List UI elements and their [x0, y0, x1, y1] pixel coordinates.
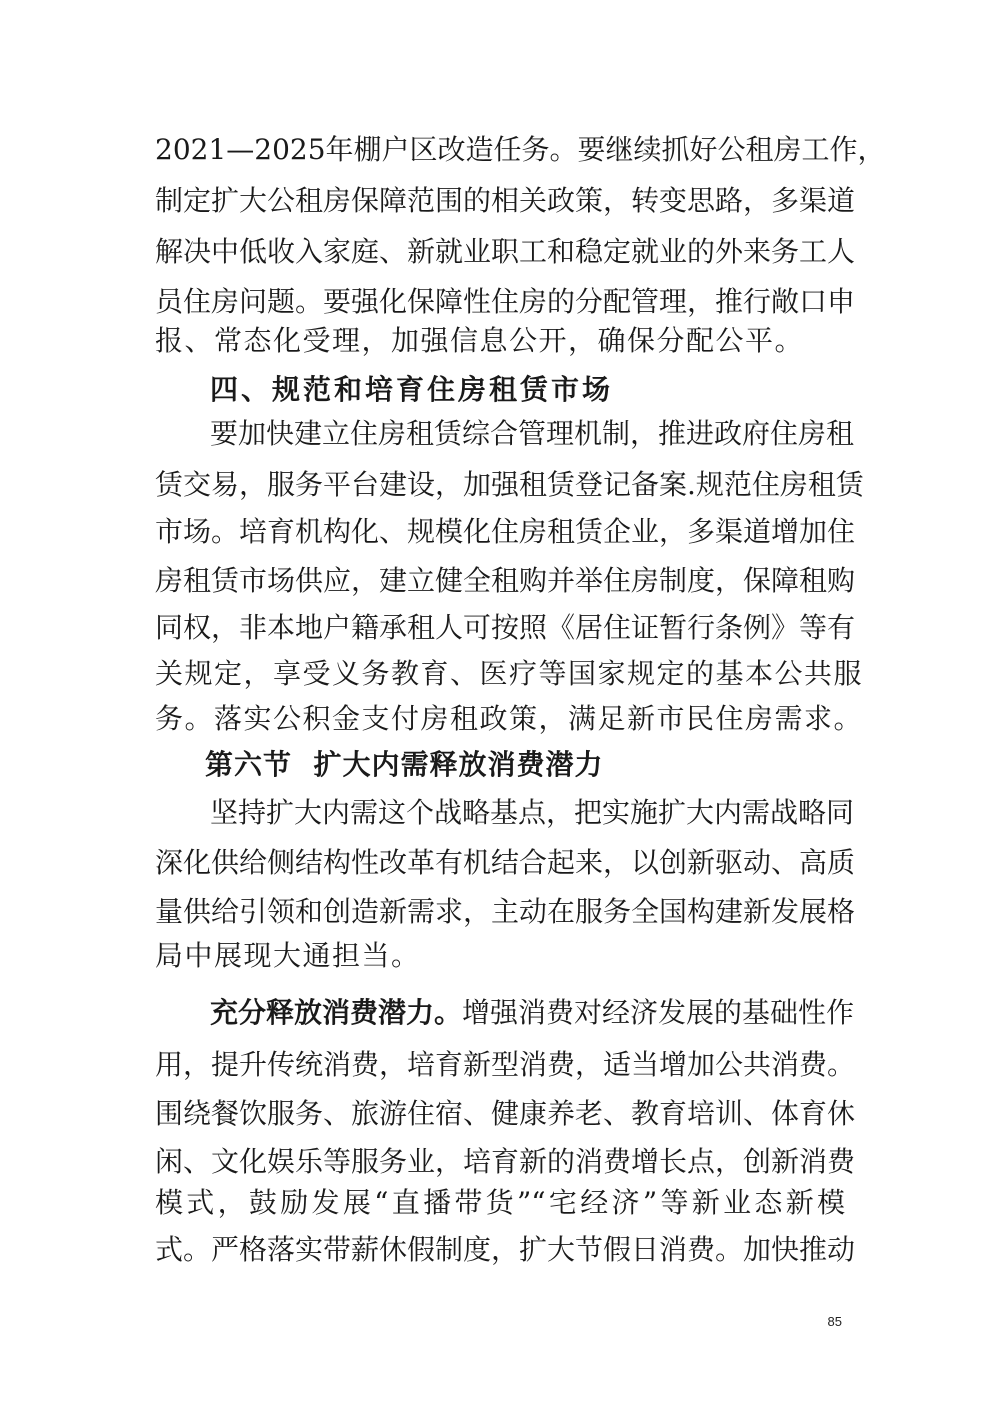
paragraph-line: 关规定，享受义务教育、医疗等国家规定的基本公共服 [155, 657, 864, 690]
paragraph-line: 深化供给侧结构性改革有机结合起来，以创新驱动、高质 [155, 846, 856, 879]
paragraph-line: 报、常态化受理，加强信息公开，确保分配公平。 [155, 324, 805, 357]
paragraph-line: 要加快建立住房租赁综合管理机制，推进政府住房租 [210, 417, 855, 450]
page-number: 85 [827, 1314, 842, 1329]
paragraph-line: 围绕餐饮服务、旅游住宿、健康养老、教育培训、体育休 [155, 1097, 856, 1130]
paragraph-line: 模式，鼓励发展“直播带货”“宅经济”等新业态新模 [155, 1186, 845, 1219]
paragraph-line: 房租赁市场供应，建立健全租购并举住房制度，保障租购 [155, 564, 856, 597]
paragraph-line: 制定扩大公租房保障范围的相关政策，转变思路，多渠道 [155, 184, 856, 217]
subsection-heading: 四、规范和培育住房租赁市场 [210, 373, 614, 406]
paragraph-line: 量供给引领和创造新需求，主动在服务全国构建新发展格 [155, 895, 856, 928]
paragraph-line: 坚持扩大内需这个战略基点，把实施扩大内需战略同 [210, 796, 855, 829]
paragraph-line: 闲、文化娱乐等服务业，培育新的消费增长点，创新消费 [155, 1145, 856, 1178]
paragraph-text: 增强消费对经济发展的基础性作 [462, 996, 855, 1029]
paragraph-line: 局中展现大通担当。 [155, 939, 421, 972]
paragraph-line: 式。严格落实带薪休假制度，扩大节假日消费。加快推动 [155, 1233, 856, 1266]
paragraph-line: 员住房问题。要强化保障性住房的分配管理，推行敞口申 [155, 285, 856, 318]
paragraph-line: 解决中低收入家庭、新就业职工和稳定就业的外来务工人 [155, 235, 856, 268]
paragraph-line: 务。落实公积金支付房租政策，满足新市民住房需求。 [155, 702, 864, 735]
paragraph-line: 用，提升传统消费，培育新型消费，适当增加公共消费。 [155, 1048, 856, 1081]
section-title: 第六节 扩大内需释放消费潜力 [205, 748, 604, 781]
paragraph-first-line [210, 993, 855, 1033]
paragraph-line: 赁交易，服务平台建设，加强租赁登记备案.规范住房租赁 [155, 468, 864, 501]
paragraph-line: 2021—2025年棚户区改造任务。要继续抓好公租房工作， [155, 133, 886, 166]
paragraph-line: 同权，非本地户籍承租人可按照《居住证暂行条例》等有 [155, 611, 856, 644]
paragraph-lead: 充分释放消费潜力。 [210, 996, 463, 1029]
paragraph-line: 市场。培育机构化、规模化住房租赁企业，多渠道增加住 [155, 515, 856, 548]
